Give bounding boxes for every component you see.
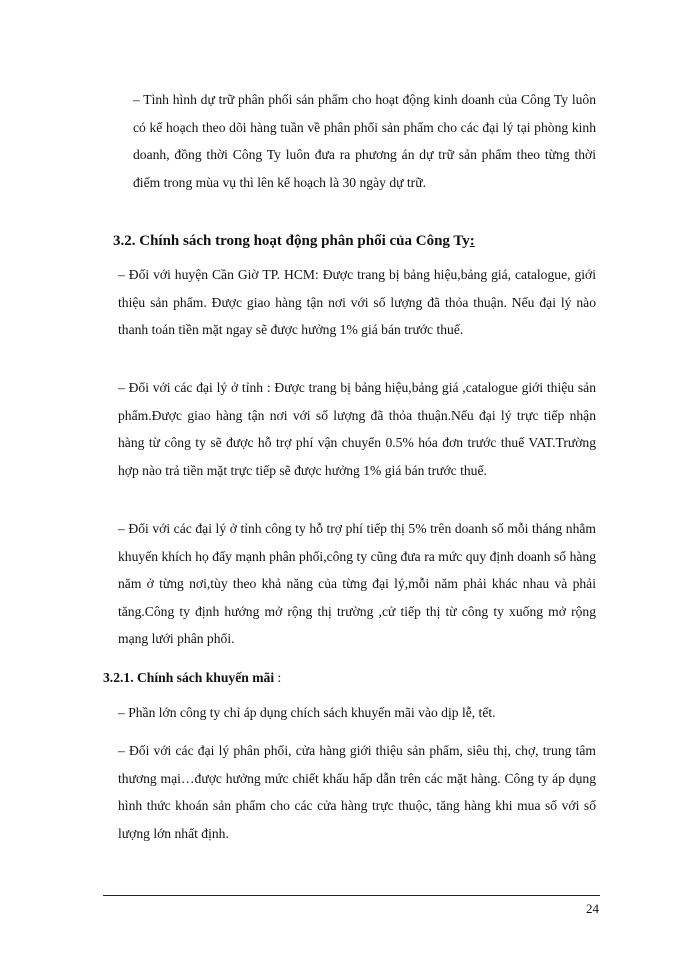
section-heading-3-2-text: 3.2. Chính sách trong hoạt động phân phối của Công Ty: [113, 233, 470, 249]
paragraph-can-gio-policy: – Đối với huyện Cần Giờ TP. HCM: Được trang bị bảng hiệu,bảng giá, catalogue, giới thiệu sản phẩm. Được giao hàng tận nơi với số lượng đã thỏa thuận. Nếu đại lý nào thanh toán tiền mặt ngay sẽ được hưởng 1% giá bán trước thuế.: [118, 267, 596, 337]
footer-divider: [103, 895, 600, 896]
subsection-heading-3-2-1: [103, 667, 281, 689]
paragraph-inventory-plan: – Tình hình dự trữ phân phối sản phẩm cho hoạt động kinh doanh của Công Ty luôn có kế hoạch theo dõi hàng tuần về phân phối sản phẩm cho các đại lý tại phòng kinh doanh, đồng thời Công Ty luôn đưa ra phương án dự trữ sản phẩm theo từng thời điểm trong mùa vụ thì lên kế hoạch là 30 ngày dự trữ.: [133, 92, 596, 190]
subsection-heading-3-2-1-colon: :: [274, 670, 282, 685]
subsection-heading-3-2-1-text: 3.2.1. Chính sách khuyến mãi: [103, 670, 275, 685]
section-heading-3-2-colon: :: [469, 233, 475, 249]
paragraph-holiday-promotion: – Phần lớn công ty chỉ áp dụng chích sách khuyến mãi vào dịp lễ, tết.: [118, 705, 496, 720]
page-number: 24: [586, 901, 599, 916]
paragraph-discount-policy: – Đối với các đại lý phân phối, cửa hàng giới thiệu sản phẩm, siêu thị, chợ, trung tâm thương mại…được hưởng mức chiết khấu hấp dẫn trên các mặt hàng. Công ty áp dụng hình thức khoán sản phẩm cho các cửa hàng trực thuộc, tăng hàng khi mua số với số lượng lớn nhất định.: [118, 743, 596, 841]
section-heading-3-2: [113, 229, 475, 253]
paragraph-marketing-support-policy: – Đối với các đại lý ở tỉnh công ty hỗ trợ phí tiếp thị 5% trên doanh số mỗi tháng nhằm khuyến khích họ đẩy mạnh phân phối,công ty cũng đưa ra mức quy định doanh số hàng năm ở từng nơi,tùy theo khả năng của từng đại lý,mỗi năm phải khác nhau và phải tăng.Công ty định hướng mở rộng thị trường ,cử tiếp thị từ công ty xuống mở rộng mạng lưới phân phối.: [118, 521, 596, 646]
paragraph-provincial-agents-policy: – Đối với các đại lý ở tỉnh : Được trang bị bảng hiệu,bảng giá ,catalogue giới thiệu sản phẩm.Được giao hàng tận nơi với số lượng đã thỏa thuận.Nếu đại lý trực tiếp nhận hàng từ công ty sẽ được hỗ trợ phí vận chuyển 0.5% hóa đơn trước thuế VAT.Trường hợp nào trả tiền mặt trực tiếp sẽ được hưởng 1% giá bán trước thuế.: [118, 380, 596, 478]
